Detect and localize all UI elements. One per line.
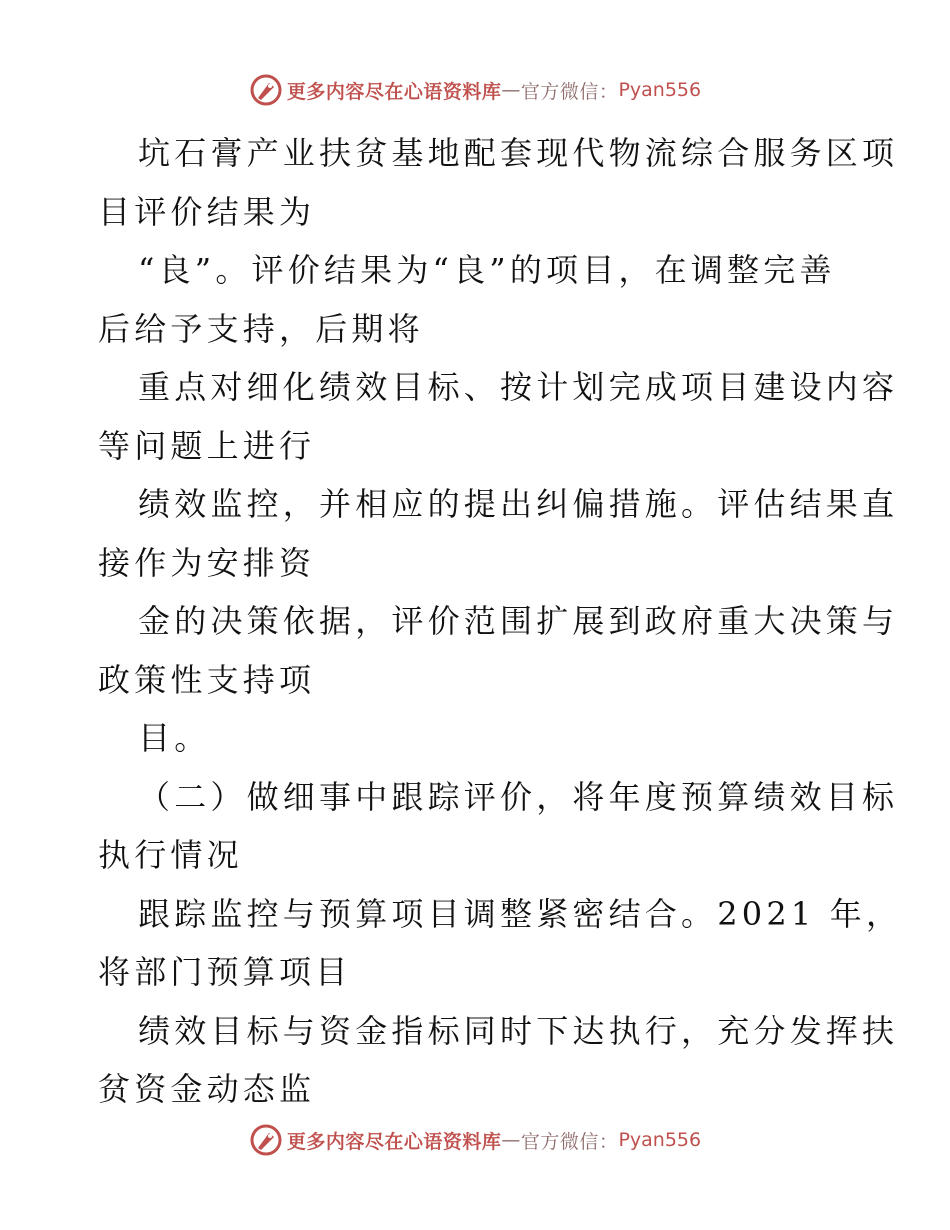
- text-line: 绩效监控，并相应的提出纠偏措施。评估结果直: [138, 485, 899, 523]
- text-line: 跟踪监控与预算项目调整紧密结合。2021 年，: [138, 894, 903, 933]
- text-line: 坑石膏产业扶贫基地配套现代物流综合服务区项: [138, 134, 899, 172]
- text-line: “良”。评价结果为“良”的项目，在调整完善: [138, 251, 836, 289]
- banner-wechat-id: Pyan556: [618, 1129, 702, 1151]
- banner-wechat-id: Pyan556: [618, 79, 702, 101]
- banner-site-text: 更多内容尽在心语资料库: [286, 80, 502, 103]
- banner-dash: —: [501, 1129, 521, 1151]
- text-line: 目评价结果为: [98, 192, 316, 231]
- text-line: 后给予支持，后期将: [98, 309, 424, 348]
- banner-official-text: 官方微信：: [520, 1130, 619, 1153]
- text-line: 等问题上进行: [98, 426, 316, 465]
- text-line: 绩效目标与资金指标同时下达执行，充分发挥扶: [138, 1011, 899, 1050]
- text-line: 贫资金动态监: [98, 1070, 316, 1108]
- header-banner: [0, 70, 950, 110]
- document-body: [98, 124, 903, 1119]
- text-line: 政策性支持项: [98, 660, 316, 699]
- text-line: 接作为安排资: [98, 543, 316, 582]
- text-line: 重点对细化绩效目标、按计划完成项目建设内容: [138, 368, 899, 406]
- banner-dash: —: [501, 79, 521, 101]
- text-line: 金的决策依据，评价范围扩展到政府重大决策与: [138, 602, 899, 640]
- pen-nib-logo-icon: [249, 1123, 283, 1157]
- banner-site-text: 更多内容尽在心语资料库: [286, 1130, 502, 1153]
- text-line: 将部门预算项目: [98, 953, 352, 991]
- pen-nib-logo-icon: [249, 73, 283, 107]
- banner-official-text: 官方微信：: [520, 80, 619, 103]
- text-line: 执行情况: [98, 836, 243, 874]
- text-line: 目。: [138, 719, 211, 757]
- footer-banner: [0, 1120, 950, 1160]
- text-line: （二）做细事中跟踪评价，将年度预算绩效目标: [138, 777, 899, 816]
